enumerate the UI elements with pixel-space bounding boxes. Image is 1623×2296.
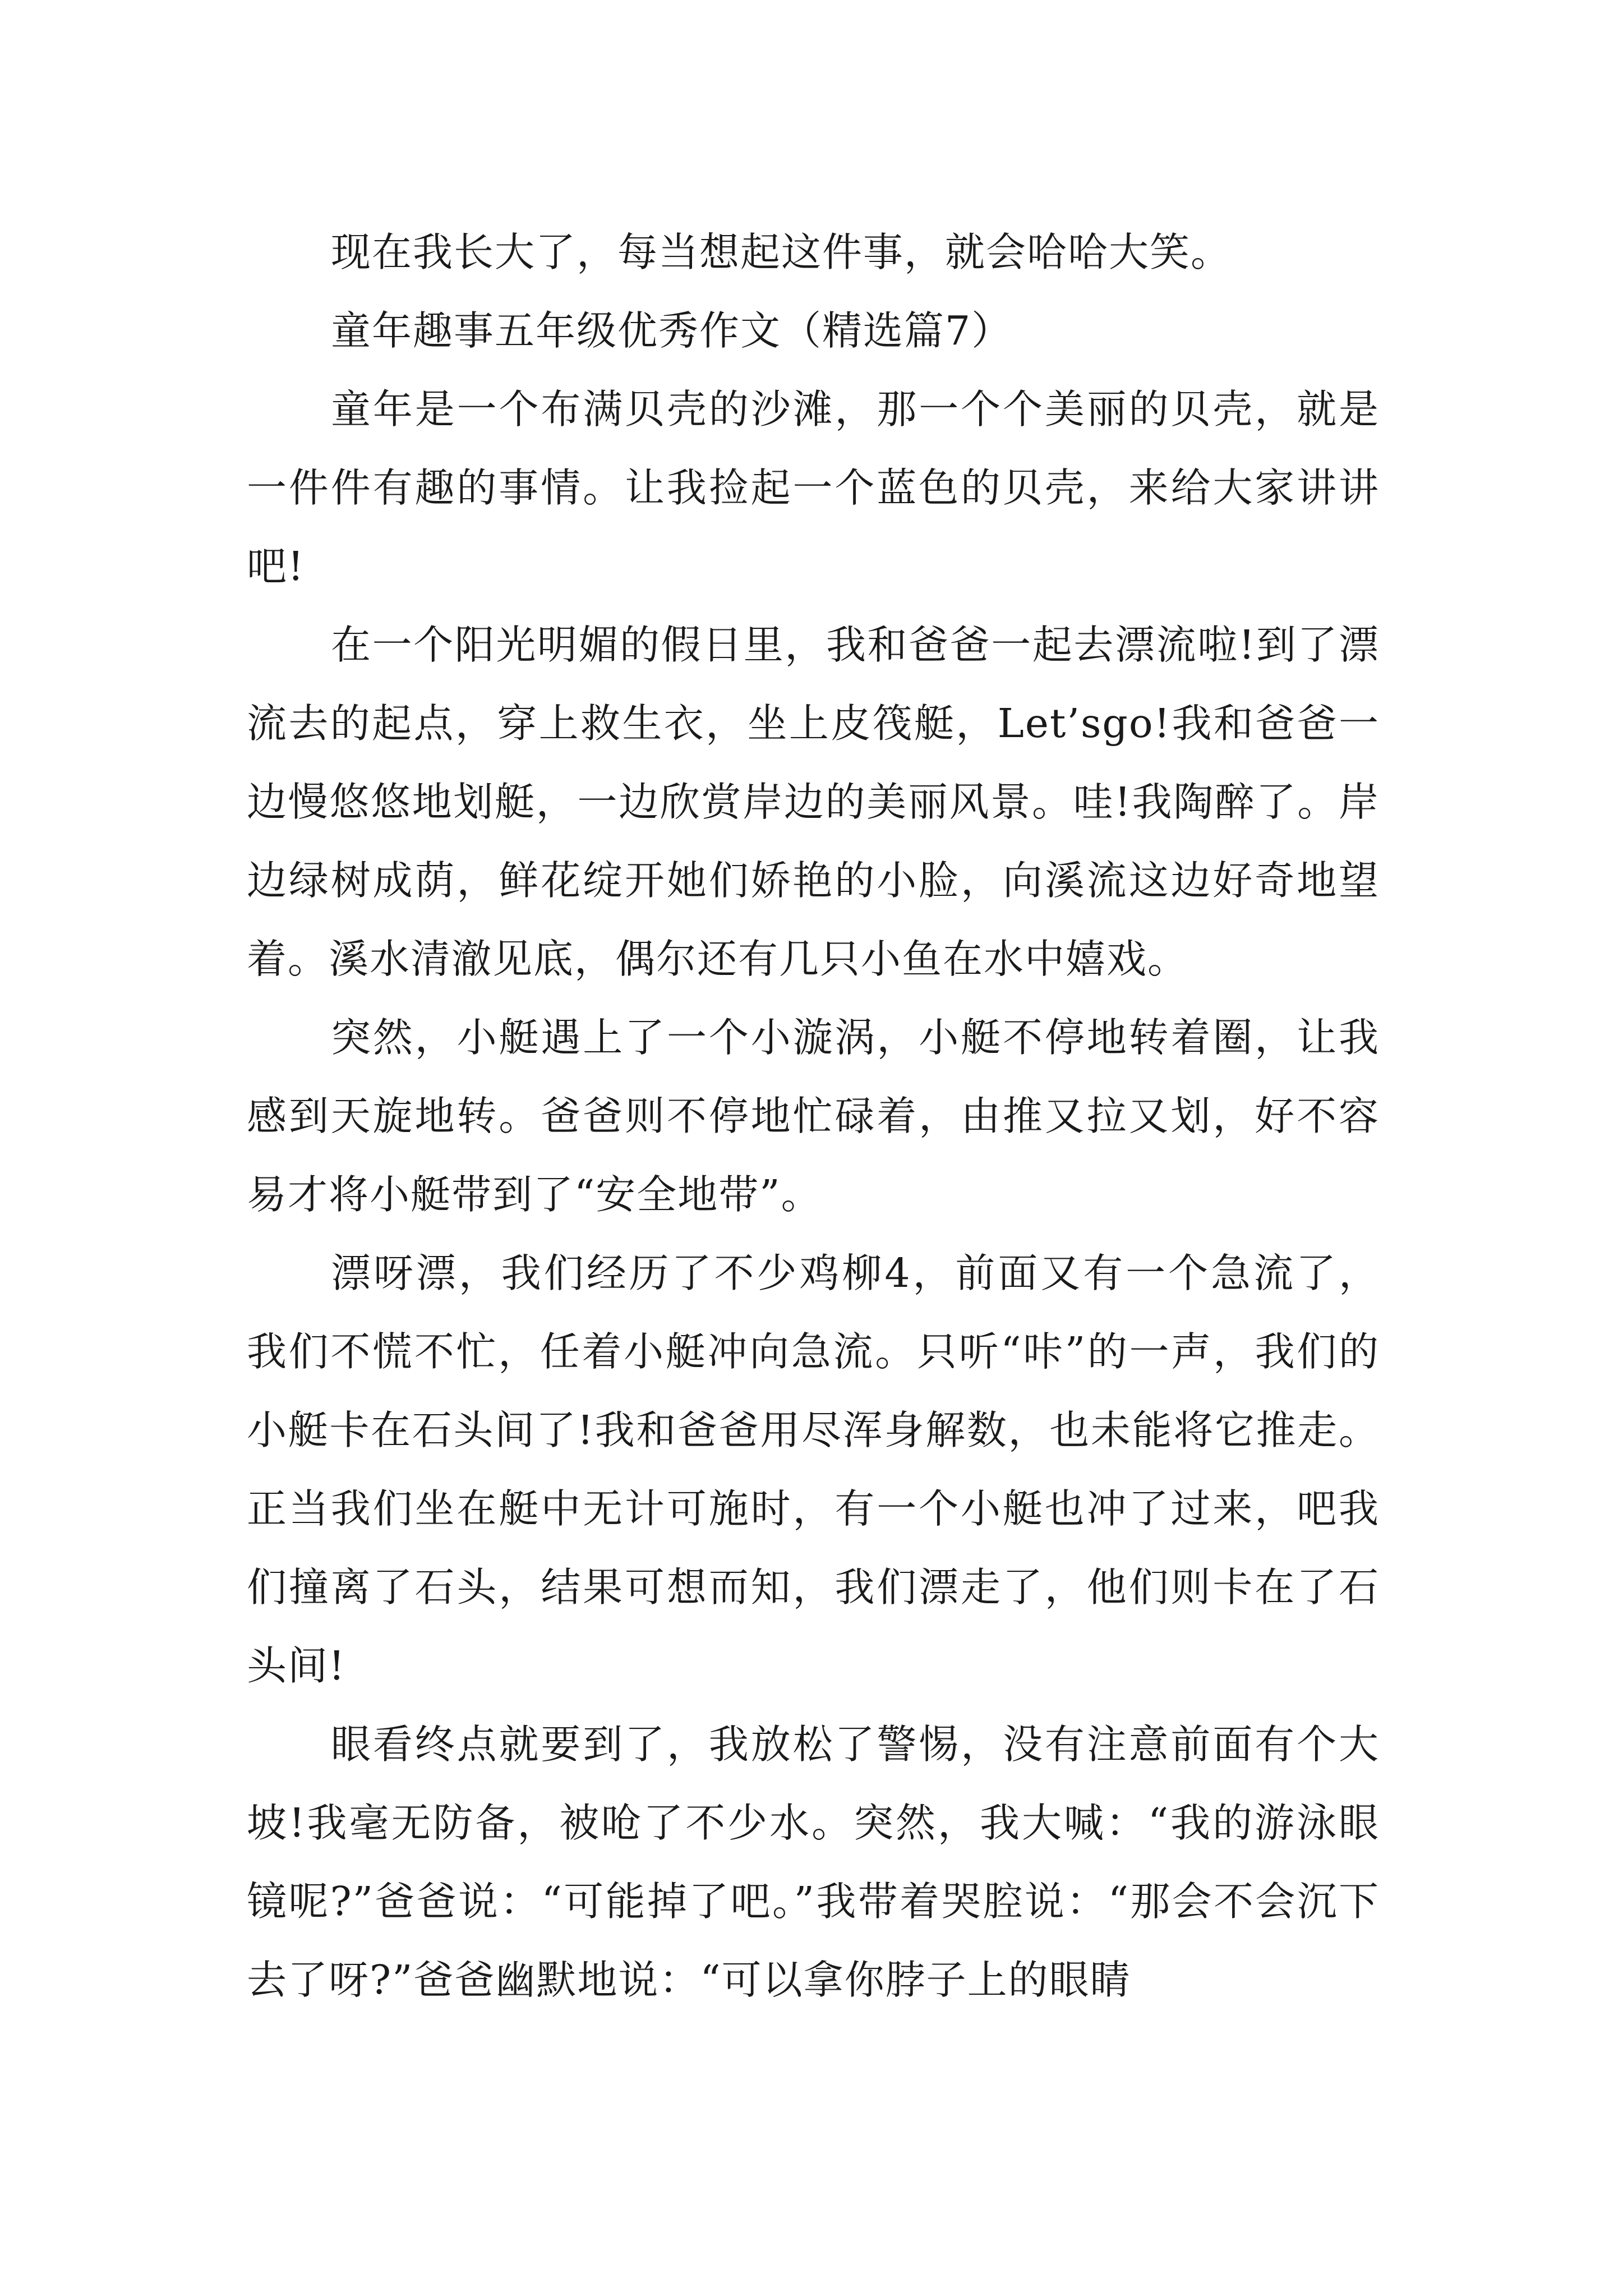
paragraph-7: 眼看终点就要到了，我放松了警惕，没有注意前面有个大坡!我毫无防备，被呛了不少水。突然，我大喊：“我的游泳眼镜呢?”爸爸说：“可能掉了吧。”我带着哭腔说：“那会不会沉下去了呀?”爸爸幽默地说：“可以拿你脖子上的眼睛	[247, 1721, 1380, 2003]
paragraph-3: 童年是一个布满贝壳的沙滩，那一个个美丽的贝壳，就是一件件有趣的事情。让我捡起一个蓝色的贝壳，来给大家讲讲吧!	[247, 386, 1380, 590]
paragraph-5: 突然，小艇遇上了一个小漩涡，小艇不停地转着圈，让我感到天旋地转。爸爸则不停地忙碌着，由推又拉又划，好不容易才将小艇带到了“安全地带”。	[247, 1014, 1380, 1218]
paragraph-4: 在一个阳光明媚的假日里，我和爸爸一起去漂流啦!到了漂流去的起点，穿上救生衣，坐上皮筏艇，Let’sgo!我和爸爸一边慢悠悠地划艇，一边欣赏岸边的美丽风景。哇!我陶醉了。岸边绿树成荫，鲜花绽开她们娇艳的小脸，向溪流这边好奇地望着。溪水清澈见底，偶尔还有几只小鱼在水中嬉戏。	[247, 622, 1380, 982]
paragraph-1: 现在我长大了，每当想起这件事，就会哈哈大笑。	[331, 229, 1232, 275]
document-body	[247, 213, 1380, 2019]
section-heading: 童年趣事五年级优秀作文（精选篇7）	[331, 307, 1013, 354]
paragraph-6: 漂呀漂，我们经历了不少鸡柳4，前面又有一个急流了，我们不慌不忙，任着小艇冲向急流。只听“咔”的一声，我们的小艇卡在石头间了!我和爸爸用尽浑身解数，也未能将它推走。正当我们坐在艇中无计可施时，有一个小艇也冲了过来，吧我们撞离了石头，结果可想而知，我们漂走了，他们则卡在了石头间!	[247, 1250, 1380, 1689]
